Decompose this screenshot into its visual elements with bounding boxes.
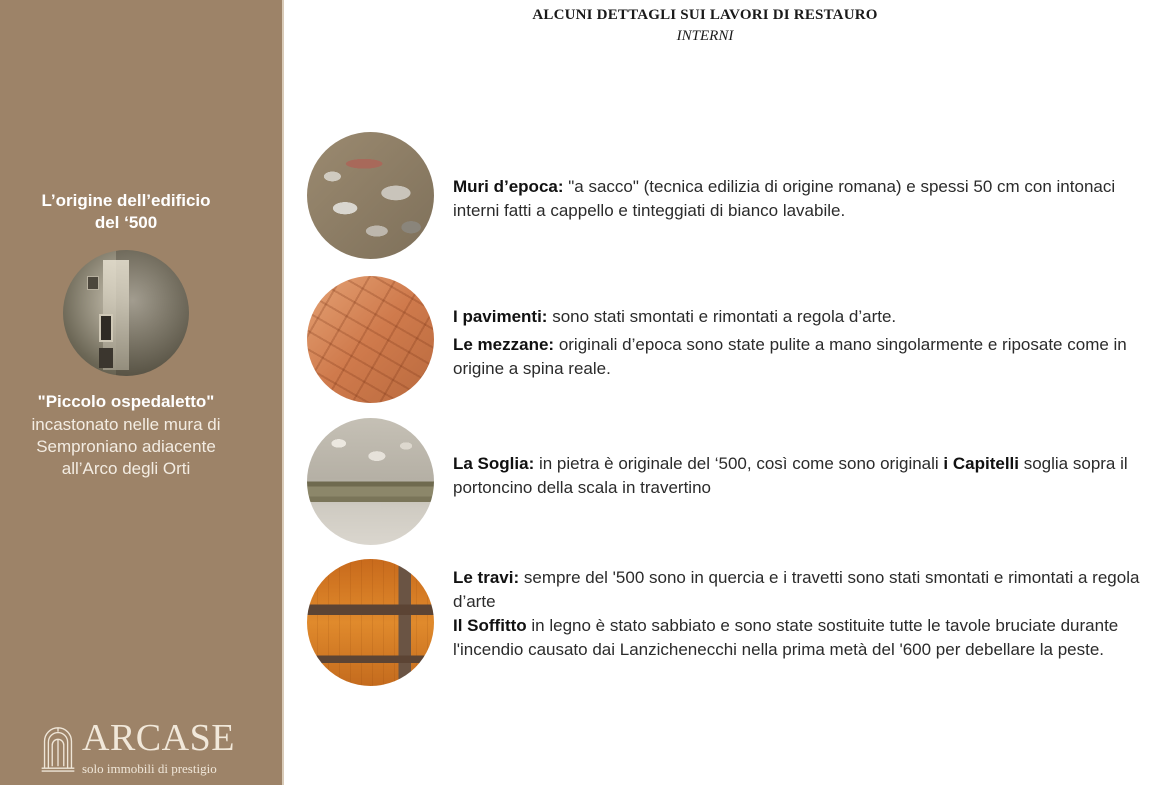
sidebar-description-line-3: all’Arco degli Orti xyxy=(61,459,191,478)
detail-text: "a sacco" (tecnica edilizia di origine romana) e spessi 50 cm con intonaci interni fatti a cappello e tinteggiati di bianco lavabile. xyxy=(453,177,1116,220)
sidebar-building-name: "Piccolo ospedaletto" xyxy=(37,392,215,411)
photo-door xyxy=(99,348,113,368)
detail-label: Le travi: xyxy=(453,568,520,587)
detail-paragraph xyxy=(453,305,1143,329)
arcase-logo xyxy=(40,717,240,780)
old-building-photo xyxy=(63,250,189,376)
stone-threshold-photo xyxy=(307,418,434,545)
detail-label: Il Soffitto xyxy=(453,616,527,635)
detail-text: sono stati smontati e rimontati a regola d’arte. xyxy=(547,307,897,326)
arch-doorway-icon xyxy=(40,722,76,772)
detail-label: La Soglia: xyxy=(453,454,535,473)
logo-name: ARCASE xyxy=(82,717,235,759)
sidebar-heading-line-1: L’origine dell’edificio xyxy=(41,191,211,210)
detail-floors xyxy=(453,305,1143,381)
stone-wall-photo xyxy=(307,132,434,259)
detail-label: i Capitelli xyxy=(943,454,1019,473)
sidebar-description-line-2: Semproniano adiacente xyxy=(36,437,216,456)
logo-tagline: solo immobili di prestigio xyxy=(82,761,217,776)
detail-text: soglia sopra il portoncino della scala in travertino xyxy=(453,454,1128,497)
detail-label: Muri d’epoca: xyxy=(453,177,564,196)
terracotta-floor-photo xyxy=(307,276,434,403)
sidebar-description xyxy=(0,414,252,480)
detail-beams-ceiling xyxy=(453,566,1143,662)
photo-window-upper xyxy=(87,276,99,290)
detail-text: sempre del '500 sono in quercia e i travetti sono stati smontati e rimontati a regola d’arte xyxy=(453,568,1140,611)
sidebar-description-line-1: incastonato nelle mura di xyxy=(31,415,221,434)
sidebar xyxy=(0,0,284,785)
sidebar-heading xyxy=(0,190,252,234)
sidebar-heading-line-2: del ‘500 xyxy=(94,213,158,232)
detail-paragraph xyxy=(453,333,1143,381)
detail-threshold xyxy=(453,452,1143,500)
page-title: ALCUNI DETTAGLI SUI LAVORI DI RESTAURO xyxy=(532,7,878,23)
detail-label: I pavimenti: xyxy=(453,307,548,326)
detail-text: in pietra è originale del ‘500, così come sono originali xyxy=(534,454,944,473)
detail-text: in legno è stato sabbiato e sono state sostituite tutte le tavole bruciate durante l'incendio causato dai Lanzichenecchi nella prima metà del '600 per debellare la peste. xyxy=(453,616,1119,659)
detail-paragraph xyxy=(453,614,1143,662)
detail-paragraph xyxy=(453,566,1143,614)
detail-label: Le mezzane: xyxy=(453,335,555,354)
wooden-ceiling-photo xyxy=(307,559,434,686)
detail-walls xyxy=(453,175,1143,223)
page-subtitle: INTERNI xyxy=(676,28,734,44)
detail-text: originali d’epoca sono state pulite a mano singolarmente e riposate come in origine a spina reale. xyxy=(453,335,1127,378)
photo-window xyxy=(99,314,113,342)
